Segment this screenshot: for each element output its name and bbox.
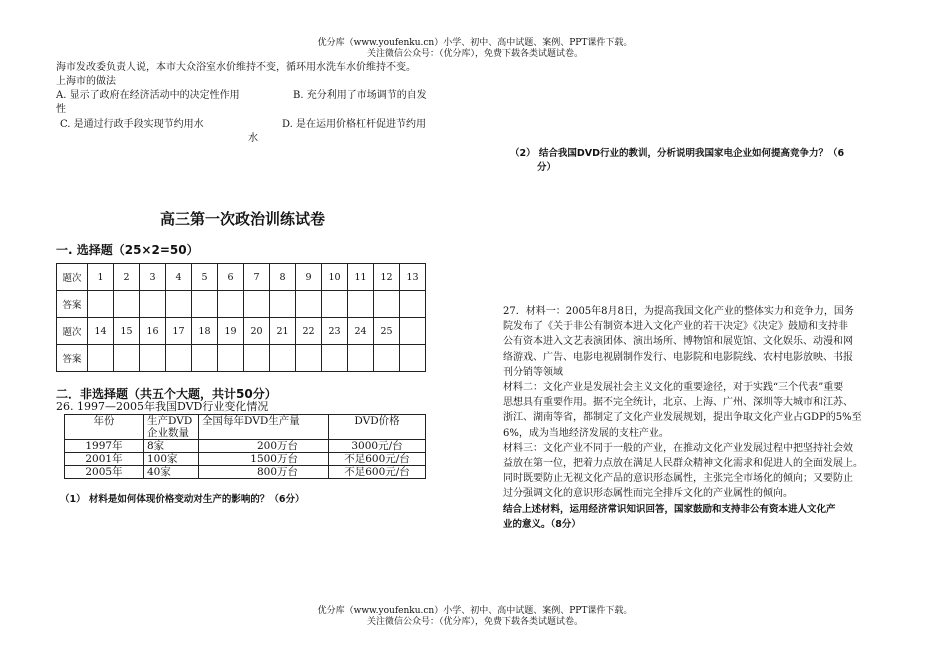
answer-table: [56, 263, 426, 372]
dvd-table: [64, 414, 426, 479]
answer-cell[interactable]: [270, 291, 296, 318]
question-number: 22: [296, 318, 322, 345]
table-row: [57, 345, 426, 372]
answer-cell[interactable]: [296, 291, 322, 318]
companies-cell: 100家: [144, 453, 199, 466]
table-row: [65, 453, 426, 466]
option-a: A. 显示了政府在经济活动中的决定性作用: [56, 90, 240, 101]
material-2-line: 思想具有重要作用。据不完全统计，北京、上海、广州、深圳等大城市和江苏、: [503, 397, 853, 409]
year-cell: 1997年: [65, 440, 144, 453]
material-1-line: 院发布了《关于非公有制资本进入文化产业的若干决定》《决定》鼓励和支持非: [503, 321, 848, 333]
answer-cell[interactable]: [192, 345, 218, 372]
answer-cell[interactable]: [218, 291, 244, 318]
table-header-row: [65, 415, 426, 440]
question-26-2: （2） 结合我国DVD行业的教训，分析说明我国家电企业如何提高竞争力？（6: [510, 148, 845, 159]
companies-cell: 40家: [144, 466, 199, 479]
question-number: 17: [166, 318, 192, 345]
answer-cell[interactable]: [140, 291, 166, 318]
question-26-1: （1） 材料是如何体现价格变动对生产的影响的？（6分）: [60, 494, 305, 505]
question-number: 20: [244, 318, 270, 345]
answer-cell[interactable]: [88, 345, 114, 372]
option-d-continued: 水: [248, 133, 258, 144]
section-2-heading: 二．非选择题（共五个大题，共计50分）: [56, 387, 277, 401]
material-1-line: 公有资本进入文艺表演团体、演出场所、博物馆和展览馆、文化娱乐、动漫和网: [503, 336, 853, 348]
material-2-line: 6%，成为当地经济发展的支柱产业。: [503, 427, 669, 439]
question-number: 24: [348, 318, 374, 345]
question-number: 4: [166, 264, 192, 291]
footer-line-1: 优分库（www.youfenku.cn）小学、初中、高中试题、案例、PPT课件下载。: [317, 606, 633, 616]
material-3-line: 过分强调文化的意识形态属性而完全排斥文化的产业属性的倾向。: [503, 488, 793, 500]
section-1-heading: 一. 选择题（25×2=50）: [56, 243, 199, 257]
year-cell: 2001年: [65, 453, 144, 466]
header-line-2: 关注微信公众号：（优分库），免费下载各类试题试卷。: [366, 49, 583, 59]
exam-title: 高三第一次政治训练试卷: [160, 210, 326, 228]
answer-cell[interactable]: [322, 345, 348, 372]
year-cell: 2005年: [65, 466, 144, 479]
material-3-line: 益放在第一位，把着力点放在满足人民群众精神文化需求和促进人的全面发展上。: [503, 458, 863, 470]
table-row: [65, 440, 426, 453]
table-row: [57, 318, 426, 345]
column-header-output: 全国每年DVD生产量: [199, 415, 329, 440]
question-number: 11: [348, 264, 374, 291]
question-number: 21: [270, 318, 296, 345]
answer-cell[interactable]: [166, 291, 192, 318]
material-2-line: 材料二：文化产业是发展社会主义文化的重要途径，对于实践“三个代表”重要: [503, 382, 844, 394]
question-number: 7: [244, 264, 270, 291]
price-cell: 3000元/台: [329, 440, 426, 453]
row-label-question: 题次: [57, 264, 88, 291]
page-footer: [275, 606, 675, 628]
question-stem: 海市发改委负责人说，本市大众浴室水价维持不变，循环用水洗车水价维持不变。: [56, 62, 416, 73]
answer-cell[interactable]: [270, 345, 296, 372]
material-1-line: 刊分销等领域: [503, 366, 563, 378]
material-3-line: 材料三：文化产业不同于一般的产业，在推动文化产业发展过程中把坚持社会效: [503, 442, 853, 454]
question-number: 10: [322, 264, 348, 291]
question-27-ask-line: 结合上述材料，运用经济常识知识回答，国家鼓励和支持非公有资本进人文化产: [503, 503, 836, 515]
table-row: [57, 291, 426, 318]
question-number: 2: [114, 264, 140, 291]
answer-cell[interactable]: [166, 345, 192, 372]
question-number: 14: [88, 318, 114, 345]
answer-cell[interactable]: [374, 291, 400, 318]
question-27-ask-line: 业的意义。（8分）: [503, 518, 581, 530]
answer-cell[interactable]: [348, 291, 374, 318]
question-number: 1: [88, 264, 114, 291]
question-number: 13: [400, 264, 426, 291]
row-label-answer: 答案: [57, 291, 88, 318]
answer-cell[interactable]: [88, 291, 114, 318]
option-b-continued: 性: [56, 104, 66, 115]
question-stem-2: 上海市的做法: [56, 76, 116, 87]
answer-cell[interactable]: [244, 291, 270, 318]
material-1-line: 络游戏、广告、电影电视剧制作发行、电影院和电影院线、农村电影放映、书报: [503, 351, 853, 363]
answer-cell[interactable]: [296, 345, 322, 372]
output-cell: 1500万台: [199, 453, 329, 466]
material-3-line: 同时既要防止无视文化产品的意识形态属性，主张完全市场化的倾向；又要防止: [503, 473, 853, 485]
footer-line-2: 关注微信公众号：（优分库），免费下载各类试题试卷。: [366, 617, 583, 627]
table-row: [57, 264, 426, 291]
option-b: B. 充分利用了市场调节的自发: [293, 90, 427, 101]
companies-cell: 8家: [144, 440, 199, 453]
question-number: 23: [322, 318, 348, 345]
question-number: 19: [218, 318, 244, 345]
price-cell: 不足600元/台: [329, 466, 426, 479]
output-cell: 200万台: [199, 440, 329, 453]
page-header: [275, 38, 675, 60]
column-header-price: DVD价格: [329, 415, 426, 440]
table-row: [65, 466, 426, 479]
column-header-companies: 生产DVD企业数量: [144, 415, 199, 440]
answer-cell[interactable]: [348, 345, 374, 372]
question-number: 25: [374, 318, 400, 345]
question-number: 5: [192, 264, 218, 291]
price-cell: 不足600元/台: [329, 453, 426, 466]
option-c: C. 是通过行政手段实现节约用水: [60, 119, 204, 130]
question-number: 9: [296, 264, 322, 291]
question-number: 8: [270, 264, 296, 291]
question-number: 15: [114, 318, 140, 345]
question-number: 3: [140, 264, 166, 291]
question-number: 18: [192, 318, 218, 345]
answer-cell[interactable]: [218, 345, 244, 372]
question-27: [503, 304, 898, 532]
header-line-1: 优分库（www.youfenku.cn）小学、初中、高中试题、案例、PPT课件下载。: [317, 38, 633, 48]
question-26-2-continued: 分）: [537, 162, 557, 173]
material-2-line: 浙江、湖南等省，都制定了文化产业发展规划，提出争取文化产业占GDP的5%至: [503, 412, 862, 424]
material-1-line: 27．材料一：2005年8月8日，为提高我国文化产业的整体实力和竞争力，国务: [503, 306, 854, 317]
question-number: 16: [140, 318, 166, 345]
question-26-title: 26. 1997—2005年我国DVD行业变化情况: [56, 400, 269, 413]
output-cell: 800万台: [199, 466, 329, 479]
answer-cell[interactable]: [114, 345, 140, 372]
question-number: 12: [374, 264, 400, 291]
empty-cell: [400, 345, 426, 372]
answer-cell[interactable]: [322, 291, 348, 318]
question-number: 6: [218, 264, 244, 291]
row-label-answer: 答案: [57, 345, 88, 372]
answer-cell[interactable]: [140, 345, 166, 372]
column-header-year: 年份: [65, 415, 144, 440]
empty-cell: [400, 318, 426, 345]
answer-cell[interactable]: [244, 345, 270, 372]
answer-cell[interactable]: [400, 291, 426, 318]
option-d: D. 是在运用价格杠杆促进节约用: [282, 119, 427, 130]
answer-cell[interactable]: [192, 291, 218, 318]
row-label-question: 题次: [57, 318, 88, 345]
answer-cell[interactable]: [374, 345, 400, 372]
answer-cell[interactable]: [114, 291, 140, 318]
